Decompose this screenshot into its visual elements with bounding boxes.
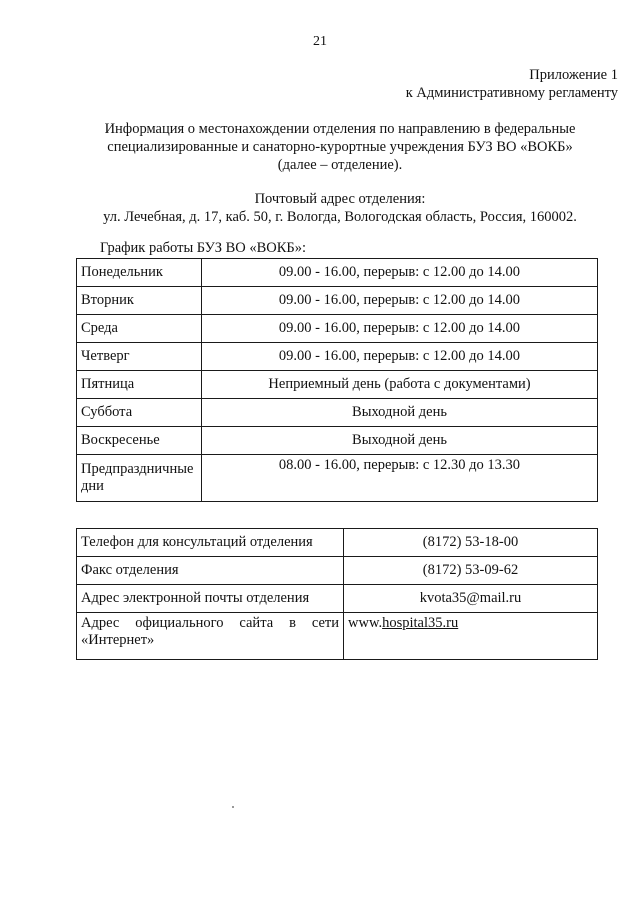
website-link[interactable]: hospital35.ru bbox=[382, 615, 459, 631]
schedule-day: Вторник bbox=[77, 287, 202, 315]
scan-speck bbox=[232, 806, 234, 808]
website-label-line-2: «Интернет» bbox=[81, 632, 155, 648]
website-prefix: www. bbox=[348, 615, 383, 631]
appendix-subtitle: к Административному регламенту bbox=[405, 85, 618, 101]
schedule-row bbox=[77, 427, 598, 455]
schedule-row bbox=[77, 315, 598, 343]
schedule-day: Понедельник bbox=[77, 259, 202, 287]
schedule-row bbox=[77, 259, 598, 287]
schedule-hours: Выходной день bbox=[202, 399, 598, 427]
contact-row bbox=[77, 529, 598, 557]
schedule-row bbox=[77, 371, 598, 399]
heading-line-3: (далее – отделение). bbox=[277, 157, 403, 173]
postal-address-block bbox=[60, 190, 620, 226]
contact-row bbox=[77, 585, 598, 613]
appendix-reference bbox=[406, 66, 618, 102]
schedule-hours: Неприемный день (работа с документами) bbox=[202, 371, 598, 399]
page-number: 21 bbox=[313, 34, 327, 49]
schedule-hours: 09.00 - 16.00, перерыв: с 12.00 до 14.00 bbox=[202, 259, 598, 287]
schedule-day-line-1: Предпраздничные bbox=[81, 461, 194, 477]
phone-value: (8172) 53-18-00 bbox=[344, 529, 598, 557]
email-value: kvota35@mail.ru bbox=[344, 585, 598, 613]
schedule-day: Четверг bbox=[77, 343, 202, 371]
website-label-line-1: Адрес официального сайта в сети bbox=[81, 615, 339, 631]
contact-label: Адрес электронной почты отделения bbox=[77, 585, 344, 613]
schedule-day: Суббота bbox=[77, 399, 202, 427]
schedule-day bbox=[77, 455, 202, 502]
schedule-day: Воскресенье bbox=[77, 427, 202, 455]
website-value bbox=[344, 613, 598, 660]
heading-line-2: специализированные и санаторно-курортные учреждения БУЗ ВО «ВОКБ» bbox=[107, 139, 573, 155]
contact-row bbox=[77, 613, 598, 660]
schedule-row bbox=[77, 343, 598, 371]
contact-row bbox=[77, 557, 598, 585]
schedule-hours: Выходной день bbox=[202, 427, 598, 455]
schedule-row bbox=[77, 455, 598, 502]
schedule-row bbox=[77, 399, 598, 427]
schedule-table bbox=[76, 258, 598, 502]
postal-address: ул. Лечебная, д. 17, каб. 50, г. Вологда, Вологодская область, Россия, 160002. bbox=[103, 209, 577, 225]
appendix-title: Приложение 1 bbox=[529, 67, 618, 83]
contacts-table bbox=[76, 528, 598, 660]
schedule-title: График работы БУЗ ВО «ВОКБ»: bbox=[100, 240, 307, 256]
contact-label: Телефон для консультаций отделения bbox=[77, 529, 344, 557]
postal-address-title: Почтовый адрес отделения: bbox=[254, 191, 426, 207]
schedule-row bbox=[77, 287, 598, 315]
schedule-hours: 09.00 - 16.00, перерыв: с 12.00 до 14.00 bbox=[202, 343, 598, 371]
schedule-day-line-2: дни bbox=[81, 478, 104, 494]
schedule-hours: 08.00 - 16.00, перерыв: с 12.30 до 13.30 bbox=[202, 455, 598, 502]
schedule-hours: 09.00 - 16.00, перерыв: с 12.00 до 14.00 bbox=[202, 315, 598, 343]
schedule-day: Среда bbox=[77, 315, 202, 343]
contact-label: Факс отделения bbox=[77, 557, 344, 585]
schedule-day: Пятница bbox=[77, 371, 202, 399]
fax-value: (8172) 53-09-62 bbox=[344, 557, 598, 585]
schedule-hours: 09.00 - 16.00, перерыв: с 12.00 до 14.00 bbox=[202, 287, 598, 315]
document-heading bbox=[60, 120, 620, 174]
heading-line-1: Информация о местонахождении отделения по направлению в федеральные bbox=[104, 121, 576, 137]
contact-label bbox=[77, 613, 344, 660]
